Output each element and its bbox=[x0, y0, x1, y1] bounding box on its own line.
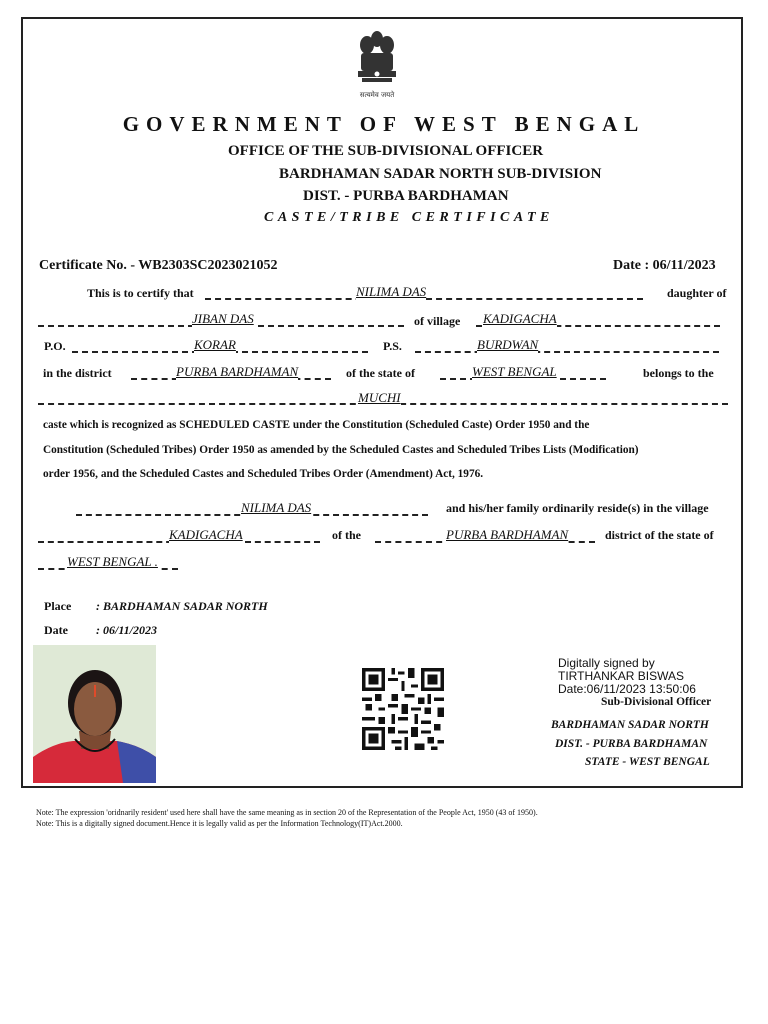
applicant-name: NILIMA DAS bbox=[356, 284, 427, 299]
national-emblem-icon bbox=[352, 27, 402, 107]
relation-label: daughter of bbox=[667, 286, 727, 300]
state-label: of the state of bbox=[346, 366, 415, 380]
paragraph-line-2: Constitution (Scheduled Tribes) Order 1950 as amended by the Scheduled Castes and Scheduled Tribes Lists (Modification) bbox=[43, 444, 639, 456]
signatory-office-3: STATE - WEST BENGAL bbox=[585, 756, 710, 768]
district-title: DIST. - PURBA BARDHAMAN bbox=[303, 188, 509, 204]
district-state-label: district of the state of bbox=[605, 528, 714, 542]
caste-value: MUCHI bbox=[358, 390, 401, 405]
digital-signature-date: Date:06/11/2023 13:50:06 bbox=[558, 682, 696, 696]
place-label: Place bbox=[44, 599, 72, 613]
po-label: P.O. bbox=[44, 339, 66, 353]
po-value: KORAR bbox=[194, 337, 236, 352]
subdivision-title: BARDHAMAN SADAR NORTH SUB-DIVISION bbox=[279, 166, 602, 182]
belongs-label: belongs to the bbox=[643, 366, 714, 380]
government-title: GOVERNMENT OF WEST BENGAL bbox=[122, 112, 646, 136]
signatory-office-2: DIST. - PURBA BARDHAMAN bbox=[555, 738, 708, 750]
district-label: in the district bbox=[43, 366, 112, 380]
digital-signature-line-1: Digitally signed by bbox=[558, 656, 655, 670]
ps-label: P.S. bbox=[383, 339, 402, 353]
certificate-number: Certificate No. - WB2303SC2023021052 bbox=[39, 258, 278, 273]
reside-village: KADIGACHA bbox=[169, 527, 243, 542]
state-value: WEST BENGAL bbox=[472, 364, 557, 379]
parent-name: JIBAN DAS bbox=[192, 311, 254, 326]
paragraph-line-1: caste which is recognized as SCHEDULED CASTE under the Constitution (Scheduled Caste) Order 1950 and the bbox=[43, 419, 590, 431]
district-value: PURBA BARDHAMAN bbox=[176, 364, 299, 379]
signatory-office-1: BARDHAMAN SADAR NORTH bbox=[551, 719, 709, 731]
signatory-designation: Sub-Divisional Officer bbox=[601, 696, 712, 708]
note-1: Note: The expression 'oridnarily resident' used here shall have the same meaning as in section 20 of the Representation of the People Act, 1950 (43 of 1950). bbox=[36, 808, 538, 817]
reside-name: NILIMA DAS bbox=[241, 500, 312, 515]
date-label: Date bbox=[44, 623, 68, 637]
certificate-type-title: CASTE/TRIBE CERTIFICATE bbox=[264, 210, 554, 225]
reside-district: PURBA BARDHAMAN bbox=[446, 527, 569, 542]
office-title: OFFICE OF THE SUB-DIVISIONAL OFFICER bbox=[228, 143, 544, 159]
date-value: : 06/11/2023 bbox=[96, 623, 158, 637]
emblem-caption: सत्यमेव जयते bbox=[359, 91, 395, 99]
reside-state: WEST BENGAL . bbox=[67, 554, 158, 569]
village-label: of village bbox=[414, 314, 461, 328]
reside-label: and his/her family ordinarily reside(s) in the village bbox=[446, 501, 709, 515]
applicant-photo bbox=[33, 645, 156, 783]
digital-signature-signer: TIRTHANKAR BISWAS bbox=[558, 669, 685, 683]
ps-value: BURDWAN bbox=[477, 337, 539, 352]
note-2: Note: This is a digitally signed document.Hence it is legally valid as per the Information Technology(IT)Act.2000. bbox=[36, 819, 403, 828]
certify-label: This is to certify that bbox=[87, 286, 194, 300]
ps-line bbox=[415, 351, 719, 353]
paragraph-line-3: order 1956, and the Scheduled Castes and Scheduled Tribes Order (Amendment) Act, 1976. bbox=[43, 468, 484, 480]
qr-code-icon bbox=[360, 668, 446, 750]
of-the-label: of the bbox=[332, 528, 361, 542]
place-value: : BARDHAMAN SADAR NORTH bbox=[96, 599, 268, 613]
certificate-date: Date : 06/11/2023 bbox=[613, 258, 716, 273]
village-value: KADIGACHA bbox=[483, 311, 557, 326]
